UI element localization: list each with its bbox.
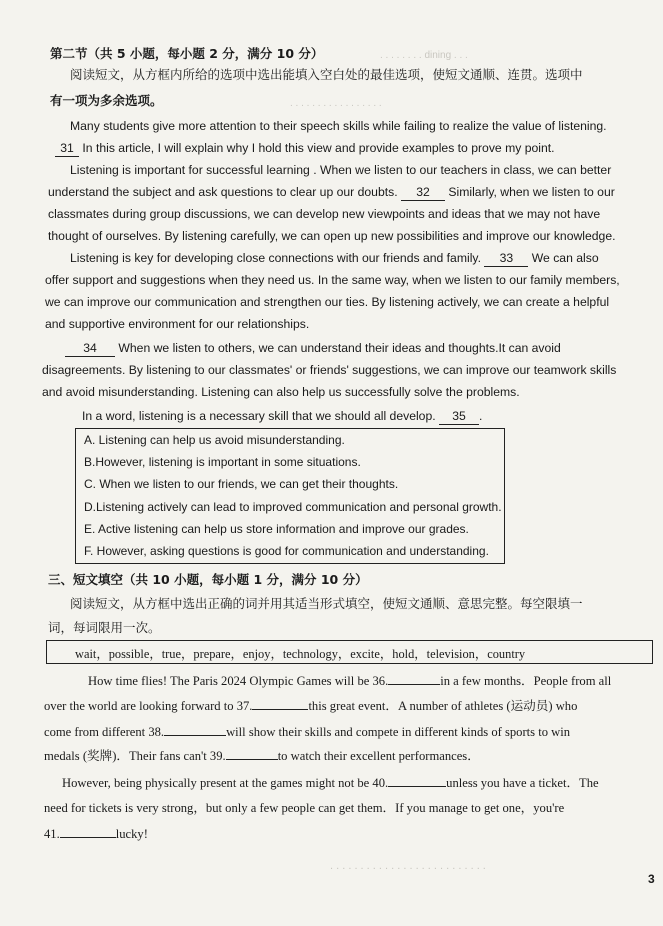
blank-36[interactable] (388, 684, 440, 685)
bleed-through-text: . . . . . . . . . . . . . . . . . (290, 98, 382, 109)
blank-31[interactable]: 31 (55, 140, 79, 157)
passage-line: come from different 38. will show their skills and compete in different kinds of sports to win (44, 725, 571, 739)
passage-line: However, being physically present at the games might not be 40. unless you have a ticket．The (62, 776, 599, 790)
option-b: B.However, listening is important in some situations. (84, 455, 361, 469)
option-a: A. Listening can help us avoid misunderstanding. (84, 433, 345, 447)
passage-line: How time flies! The Paris 2024 Olympic Games will be 36. in a few months．People from all (88, 674, 612, 688)
section2-heading: 第二节（共 5 小题，每小题 2 分，满分 10 分） (50, 46, 324, 61)
passage-line: medals (奖牌)．Their fans can't 39. to watch their excellent performances． (44, 749, 480, 763)
options-box (75, 428, 505, 564)
section3-instruction-cont: 词，每词限用一次。 (48, 620, 161, 635)
option-f: F. However, asking questions is good for communication and understanding. (84, 544, 489, 558)
blank-41[interactable] (60, 837, 116, 838)
section3-heading: 三、短文填空（共 10 小题，每小题 1 分，满分 10 分） (48, 572, 368, 587)
blank-33[interactable]: 33 (484, 250, 528, 267)
paragraph-line: Listening is key for developing close connections with our friends and family. 33 We can also (70, 251, 599, 265)
option-d: D.Listening actively can lead to improved communication and personal growth. (84, 500, 502, 514)
blank-32[interactable]: 32 (401, 184, 445, 201)
section3-instruction: 阅读短文，从方框中选出正确的词并用其适当形式填空，使短文通顺、意思完整。每空限填一 (70, 596, 583, 611)
blank-34[interactable]: 34 (65, 340, 115, 357)
section2-instruction-cont: 有一项为多余选项。 (50, 93, 163, 108)
paragraph-line: In a word, listening is a necessary skill that we should all develop. 35 . (82, 409, 483, 423)
bleed-through-text: . . . . . . . . dining . . . (380, 50, 468, 61)
passage-line: need for tickets is very strong，but only a few people can get them．If you manage to get one，you're (44, 801, 565, 815)
paragraph-line: 31 In this article, I will explain why I hold this view and provide examples to prove my point. (55, 140, 555, 157)
option-c: C. When we listen to our friends, we can get their thoughts. (84, 477, 399, 491)
paragraph-line: classmates during group discussions, we can develop new viewpoints and ideas that we may not have (48, 207, 601, 221)
paragraph-line: Listening is important for successful learning . When we listen to our teachers in class, we can better (70, 163, 612, 177)
bleed-through-text: . . . . . . . . . . . . . . . . . . . . . . . . . . (330, 860, 486, 872)
blank-39[interactable] (226, 759, 278, 760)
paragraph-line: offer support and suggestions when they need us. In the same way, when we listen to our family members, (45, 273, 620, 287)
page-number: 3 (648, 872, 655, 886)
paragraph-line: Many students give more attention to their speech skills while failing to realize the value of listening. (70, 119, 607, 133)
section2-instruction: 阅读短文，从方框内所给的选项中选出能填入空白处的最佳选项，使短文通顺、连贯。选项中 (70, 67, 583, 82)
paragraph-line: thought of ourselves. By listening carefully, we can open up new possibilities and improve our knowledge. (48, 229, 616, 243)
word-box (46, 640, 653, 664)
paragraph-line: we can improve our communication and strengthen our ties. By listening actively, we can create a helpful (45, 295, 610, 309)
passage-line: over the world are looking forward to 37. this great event．A number of athletes (运动员) who (44, 699, 578, 713)
blank-38[interactable] (164, 735, 226, 736)
paragraph-line: and avoid misunderstanding. Listening can also help us successfully solve the problems. (42, 385, 520, 399)
option-e: E. Active listening can help us store information and improve our grades. (84, 522, 469, 536)
paragraph-line: and supportive environment for our relationships. (45, 317, 310, 331)
paragraph-line: 34 When we listen to others, we can understand their ideas and thoughts.It can avoid (65, 340, 561, 357)
blank-40[interactable] (388, 786, 446, 787)
blank-37[interactable] (252, 709, 308, 710)
paragraph-line: understand the subject and ask questions to clear up our doubts. 32 Similarly, when we listen to our (48, 185, 615, 199)
passage-line: 41. lucky! (44, 827, 148, 841)
paragraph-line: disagreements. By listening to our classmates' or friends' suggestions, we can improve our teamwork skills (42, 363, 617, 377)
blank-35[interactable]: 35 (439, 408, 479, 425)
word-list: wait，possible，true，prepare，enjoy，technology，excite，hold，television，country (75, 647, 526, 661)
